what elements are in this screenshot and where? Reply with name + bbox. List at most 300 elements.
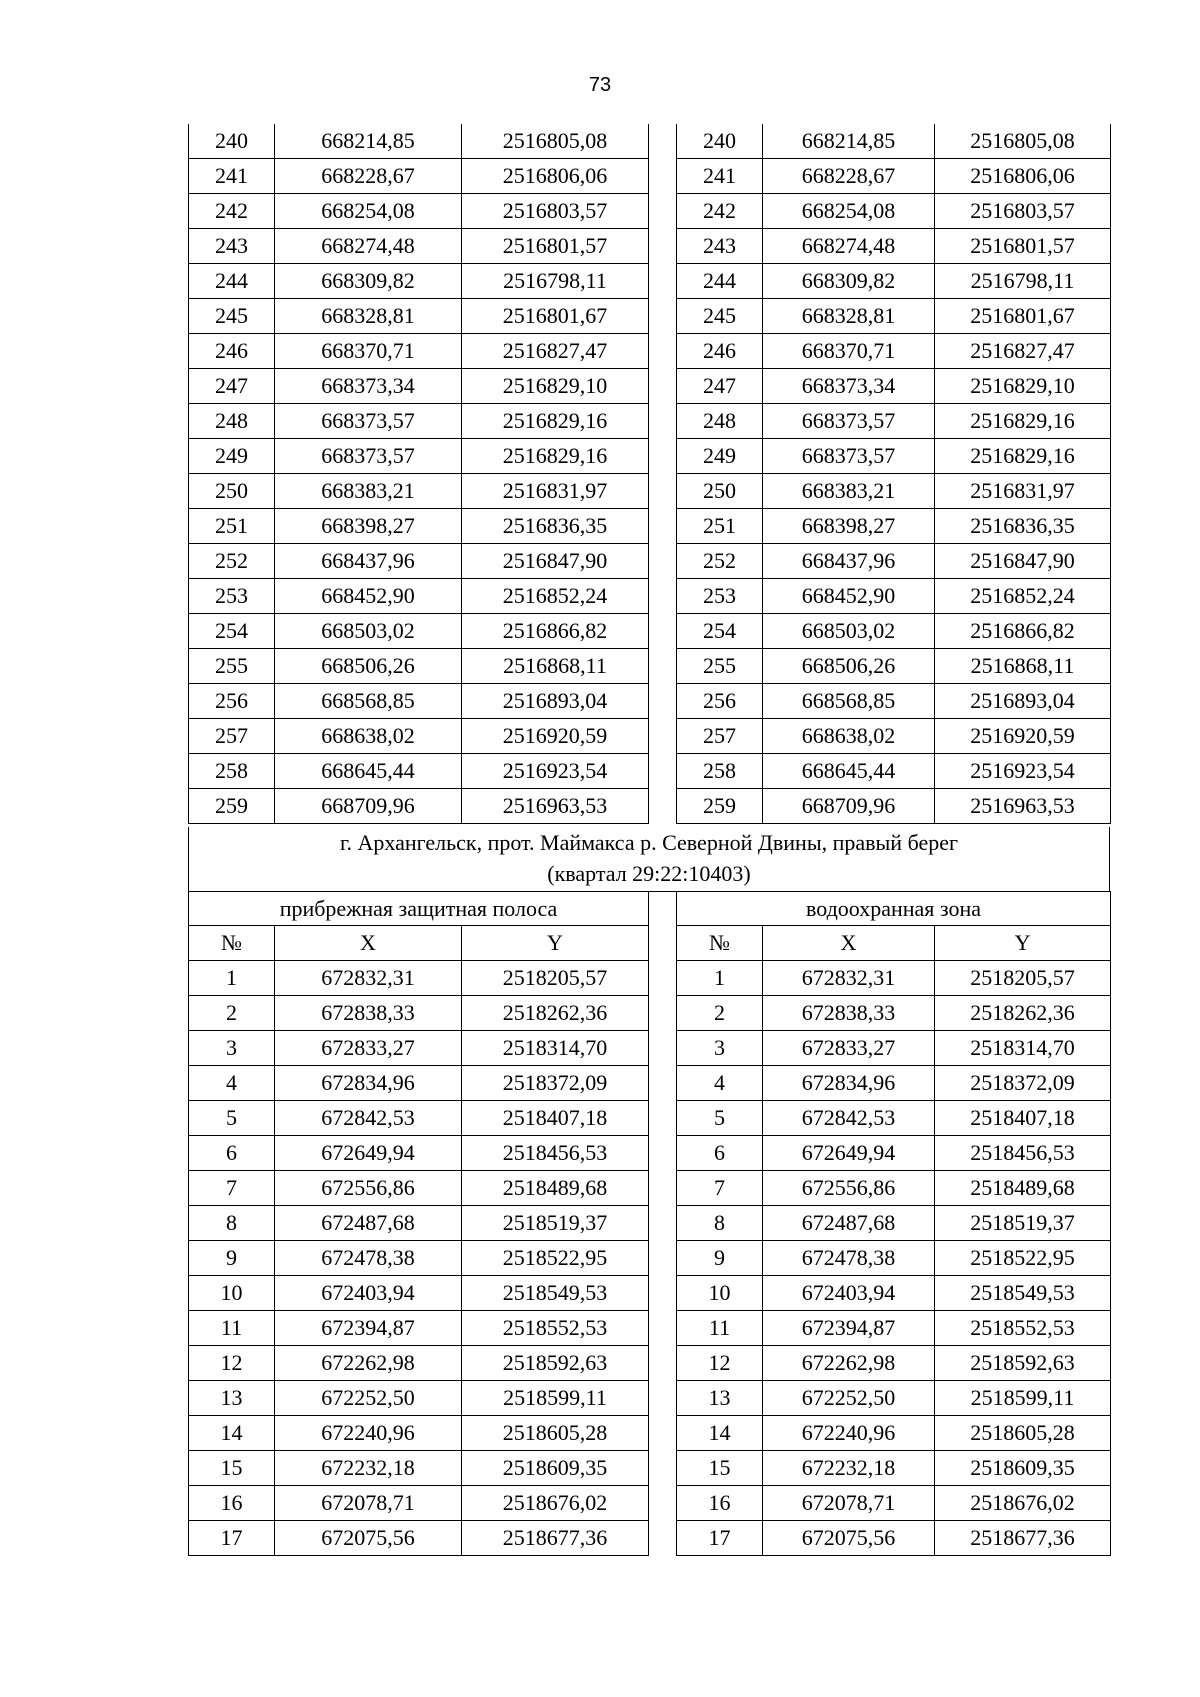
y-coordinate: 2518262,36 [462,996,649,1031]
x-coordinate: 668383,21 [763,474,935,509]
table-row [189,229,649,264]
point-number: 15 [189,1451,275,1486]
x-coordinate: 672078,71 [763,1486,935,1521]
y-coordinate: 2518676,02 [935,1486,1111,1521]
point-number: 1 [189,961,275,996]
table-row [189,1416,649,1451]
column-header-row [189,926,649,961]
table-row [677,579,1111,614]
y-coordinate: 2518522,95 [462,1241,649,1276]
table-row [189,544,649,579]
y-coordinate: 2518456,53 [935,1136,1111,1171]
y-coordinate: 2518205,57 [935,961,1111,996]
table-row [677,1241,1111,1276]
table-row [189,1136,649,1171]
y-coordinate: 2516805,08 [462,124,649,159]
x-coordinate: 672832,31 [275,961,462,996]
x-coordinate: 672252,50 [763,1381,935,1416]
water-protection-zone-table-continued [676,124,1111,824]
table-row [677,159,1111,194]
x-coordinate: 668383,21 [275,474,462,509]
x-coordinate: 672649,94 [763,1136,935,1171]
point-number: 15 [677,1451,763,1486]
point-number: 257 [677,719,763,754]
point-number: 259 [189,789,275,824]
table-row [677,124,1111,159]
y-coordinate: 2516866,82 [462,614,649,649]
table-row [189,1171,649,1206]
table-row [677,369,1111,404]
y-coordinate: 2516847,90 [462,544,649,579]
y-coordinate: 2516805,08 [935,124,1111,159]
y-coordinate: 2518522,95 [935,1241,1111,1276]
point-number: 242 [677,194,763,229]
y-coordinate: 2518519,37 [462,1206,649,1241]
x-coordinate: 672403,94 [763,1276,935,1311]
point-number: 258 [189,754,275,789]
x-coordinate: 672078,71 [275,1486,462,1521]
point-number: 3 [677,1031,763,1066]
point-number: 16 [189,1486,275,1521]
table-row [189,299,649,334]
point-number: 250 [677,474,763,509]
point-number: 259 [677,789,763,824]
y-coordinate: 2518314,70 [935,1031,1111,1066]
x-coordinate: 672478,38 [275,1241,462,1276]
table-row [189,1276,649,1311]
table-row [189,614,649,649]
x-coordinate: 668328,81 [275,299,462,334]
point-number: 6 [677,1136,763,1171]
x-coordinate: 668309,82 [763,264,935,299]
table-row [677,334,1111,369]
table-row [677,1346,1111,1381]
y-coordinate: 2516829,16 [462,404,649,439]
point-number: 7 [677,1171,763,1206]
x-coordinate: 672838,33 [275,996,462,1031]
table-row [677,1451,1111,1486]
point-number: 252 [189,544,275,579]
y-coordinate: 2516852,24 [935,579,1111,614]
table-row [189,1101,649,1136]
table-row [189,1486,649,1521]
y-coordinate: 2518456,53 [462,1136,649,1171]
table-caption-row [677,892,1111,926]
x-coordinate: 672487,68 [763,1206,935,1241]
y-coordinate: 2516866,82 [935,614,1111,649]
point-number: 253 [677,579,763,614]
table-row [189,1381,649,1416]
point-number: 254 [677,614,763,649]
x-coordinate: 672834,96 [275,1066,462,1101]
x-coordinate: 668503,02 [763,614,935,649]
point-number: 5 [189,1101,275,1136]
x-coordinate: 668328,81 [763,299,935,334]
x-coordinate: 668309,82 [275,264,462,299]
x-coordinate: 672556,86 [763,1171,935,1206]
y-coordinate: 2518592,63 [935,1346,1111,1381]
point-number: 9 [677,1241,763,1276]
table-row [677,299,1111,334]
point-number: 251 [189,509,275,544]
y-coordinate: 2516801,57 [935,229,1111,264]
table-row [677,544,1111,579]
point-number: 10 [189,1276,275,1311]
point-number: 250 [189,474,275,509]
point-number: 253 [189,579,275,614]
point-number: 14 [677,1416,763,1451]
x-coordinate: 672262,98 [763,1346,935,1381]
y-coordinate: 2516920,59 [935,719,1111,754]
point-number: 258 [677,754,763,789]
coordinates-block-continued [188,124,1110,827]
y-coordinate: 2518489,68 [462,1171,649,1206]
table-row [677,439,1111,474]
point-number: 11 [189,1311,275,1346]
y-coordinate: 2518314,70 [462,1031,649,1066]
y-coordinate: 2516920,59 [462,719,649,754]
y-coordinate: 2518677,36 [935,1521,1111,1556]
table-row [189,649,649,684]
y-coordinate: 2516801,67 [935,299,1111,334]
point-number: 246 [189,334,275,369]
point-number: 1 [677,961,763,996]
coordinates-block-new-section [188,891,1110,1563]
point-number: 13 [677,1381,763,1416]
point-number: 242 [189,194,275,229]
y-coordinate: 2516801,57 [462,229,649,264]
x-coordinate: 668274,48 [275,229,462,264]
table-row [189,961,649,996]
x-coordinate: 668228,67 [763,159,935,194]
point-number: 8 [677,1206,763,1241]
point-number: 255 [677,649,763,684]
x-coordinate: 672833,27 [275,1031,462,1066]
x-coordinate: 672252,50 [275,1381,462,1416]
table-row [677,614,1111,649]
y-coordinate: 2518599,11 [462,1381,649,1416]
x-coordinate: 668437,96 [763,544,935,579]
point-number: 255 [189,649,275,684]
table-row [677,719,1111,754]
point-number: 9 [189,1241,275,1276]
table-row [677,684,1111,719]
x-coordinate: 672834,96 [763,1066,935,1101]
table-row [189,1521,649,1556]
table-row [189,1206,649,1241]
table-row [677,1486,1111,1521]
x-coordinate: 668373,34 [763,369,935,404]
coast-protection-strip-table-continued [188,124,649,824]
table-row [677,754,1111,789]
y-coordinate: 2518605,28 [462,1416,649,1451]
point-number: 14 [189,1416,275,1451]
x-coordinate: 672833,27 [763,1031,935,1066]
x-coordinate: 672240,96 [763,1416,935,1451]
x-coordinate: 668254,08 [275,194,462,229]
x-coordinate: 672478,38 [763,1241,935,1276]
point-number: 240 [189,124,275,159]
point-number: 245 [189,299,275,334]
point-number: 256 [189,684,275,719]
y-coordinate: 2516801,67 [462,299,649,334]
x-coordinate: 668214,85 [763,124,935,159]
point-number: 248 [189,404,275,439]
point-number: 2 [189,996,275,1031]
x-coordinate: 668709,96 [275,789,462,824]
y-coordinate: 2516852,24 [462,579,649,614]
point-number: 17 [677,1521,763,1556]
x-coordinate: 668709,96 [763,789,935,824]
y-coordinate: 2518519,37 [935,1206,1111,1241]
table-row [189,1451,649,1486]
table-row [189,509,649,544]
x-coordinate: 668568,85 [275,684,462,719]
point-number: 252 [677,544,763,579]
y-coordinate: 2516829,16 [462,439,649,474]
table-row [189,719,649,754]
x-coordinate: 668373,57 [275,439,462,474]
point-number: 246 [677,334,763,369]
point-number: 244 [189,264,275,299]
point-number: 248 [677,404,763,439]
section-title-quarter: (квартал 29:22:10403) [547,861,751,886]
table-row [189,334,649,369]
column-header-x: X [763,926,935,961]
y-coordinate: 2516836,35 [462,509,649,544]
table-row [677,474,1111,509]
x-coordinate: 672487,68 [275,1206,462,1241]
y-coordinate: 2518407,18 [935,1101,1111,1136]
y-coordinate: 2516831,97 [935,474,1111,509]
x-coordinate: 668373,57 [763,439,935,474]
x-coordinate: 668254,08 [763,194,935,229]
x-coordinate: 668638,02 [275,719,462,754]
y-coordinate: 2516847,90 [935,544,1111,579]
water-protection-zone-table [676,891,1111,1556]
y-coordinate: 2518262,36 [935,996,1111,1031]
y-coordinate: 2518205,57 [462,961,649,996]
y-coordinate: 2518372,09 [462,1066,649,1101]
table-row [189,194,649,229]
y-coordinate: 2516798,11 [935,264,1111,299]
x-coordinate: 668373,34 [275,369,462,404]
x-coordinate: 672232,18 [275,1451,462,1486]
point-number: 5 [677,1101,763,1136]
water-protection-zone-caption: водоохранная зона [677,892,1111,926]
y-coordinate: 2518407,18 [462,1101,649,1136]
y-coordinate: 2516923,54 [935,754,1111,789]
y-coordinate: 2516831,97 [462,474,649,509]
x-coordinate: 668398,27 [275,509,462,544]
point-number: 247 [677,369,763,404]
y-coordinate: 2518552,53 [935,1311,1111,1346]
x-coordinate: 672075,56 [275,1521,462,1556]
x-coordinate: 672232,18 [763,1451,935,1486]
y-coordinate: 2516923,54 [462,754,649,789]
table-row [189,754,649,789]
table-row [677,1381,1111,1416]
point-number: 12 [677,1346,763,1381]
x-coordinate: 672842,53 [275,1101,462,1136]
point-number: 6 [189,1136,275,1171]
section-title-location: г. Архангельск, прот. Маймакса р. Северной Двины, правый берег [339,830,959,855]
point-number: 244 [677,264,763,299]
point-number: 13 [189,1381,275,1416]
y-coordinate: 2518592,63 [462,1346,649,1381]
y-coordinate: 2516829,10 [462,369,649,404]
table-row [677,961,1111,996]
y-coordinate: 2518676,02 [462,1486,649,1521]
x-coordinate: 672832,31 [763,961,935,996]
x-coordinate: 672842,53 [763,1101,935,1136]
point-number: 16 [677,1486,763,1521]
point-number: 240 [677,124,763,159]
table-row [677,1416,1111,1451]
table-row [677,1206,1111,1241]
x-coordinate: 668452,90 [275,579,462,614]
table-row [677,1101,1111,1136]
x-coordinate: 668645,44 [763,754,935,789]
y-coordinate: 2516803,57 [935,194,1111,229]
table-row [677,789,1111,824]
y-coordinate: 2518489,68 [935,1171,1111,1206]
table-row [677,404,1111,439]
y-coordinate: 2516963,53 [462,789,649,824]
table-row [677,996,1111,1031]
x-coordinate: 668503,02 [275,614,462,649]
section-title [188,827,1110,892]
x-coordinate: 668373,57 [275,404,462,439]
x-coordinate: 668638,02 [763,719,935,754]
y-coordinate: 2518609,35 [935,1451,1111,1486]
point-number: 2 [677,996,763,1031]
column-header-row [677,926,1111,961]
x-coordinate: 672403,94 [275,1276,462,1311]
y-coordinate: 2516806,06 [935,159,1111,194]
table-row [677,229,1111,264]
x-coordinate: 668506,26 [275,649,462,684]
table-row [189,1241,649,1276]
x-coordinate: 668398,27 [763,509,935,544]
table-row [189,579,649,614]
point-number: 4 [189,1066,275,1101]
point-number: 241 [677,159,763,194]
x-coordinate: 668645,44 [275,754,462,789]
column-header-y: Y [462,926,649,961]
table-row [189,684,649,719]
y-coordinate: 2518677,36 [462,1521,649,1556]
y-coordinate: 2516868,11 [462,649,649,684]
table-row [677,194,1111,229]
y-coordinate: 2516829,10 [935,369,1111,404]
x-coordinate: 668228,67 [275,159,462,194]
table-row [189,1066,649,1101]
table-row [677,1066,1111,1101]
point-number: 243 [189,229,275,264]
x-coordinate: 668437,96 [275,544,462,579]
table-row [189,159,649,194]
table-row [189,369,649,404]
table-row [189,474,649,509]
x-coordinate: 668506,26 [763,649,935,684]
point-number: 3 [189,1031,275,1066]
x-coordinate: 668370,71 [763,334,935,369]
table-row [189,996,649,1031]
coast-protection-strip-caption: прибрежная защитная полоса [189,892,649,926]
x-coordinate: 672262,98 [275,1346,462,1381]
x-coordinate: 672838,33 [763,996,935,1031]
table-row [677,1031,1111,1066]
point-number: 247 [189,369,275,404]
table-row [189,264,649,299]
column-header-number: № [677,926,763,961]
coast-protection-strip-table [188,891,649,1556]
x-coordinate: 672394,87 [275,1311,462,1346]
y-coordinate: 2516827,47 [935,334,1111,369]
y-coordinate: 2516829,16 [935,439,1111,474]
table-row [189,789,649,824]
point-number: 256 [677,684,763,719]
y-coordinate: 2518605,28 [935,1416,1111,1451]
x-coordinate: 668274,48 [763,229,935,264]
y-coordinate: 2516803,57 [462,194,649,229]
table-row [189,124,649,159]
point-number: 12 [189,1346,275,1381]
y-coordinate: 2518549,53 [935,1276,1111,1311]
y-coordinate: 2516829,16 [935,404,1111,439]
table-row [189,439,649,474]
x-coordinate: 672556,86 [275,1171,462,1206]
table-row [189,1031,649,1066]
page-number: 73 [588,74,612,96]
point-number: 257 [189,719,275,754]
y-coordinate: 2516868,11 [935,649,1111,684]
point-number: 249 [189,439,275,474]
point-number: 251 [677,509,763,544]
table-row [677,264,1111,299]
x-coordinate: 672240,96 [275,1416,462,1451]
y-coordinate: 2516827,47 [462,334,649,369]
x-coordinate: 672649,94 [275,1136,462,1171]
point-number: 11 [677,1311,763,1346]
x-coordinate: 672075,56 [763,1521,935,1556]
table-row [189,1311,649,1346]
y-coordinate: 2516963,53 [935,789,1111,824]
y-coordinate: 2518549,53 [462,1276,649,1311]
table-row [677,1276,1111,1311]
y-coordinate: 2516798,11 [462,264,649,299]
y-coordinate: 2518609,35 [462,1451,649,1486]
y-coordinate: 2516893,04 [935,684,1111,719]
point-number: 254 [189,614,275,649]
x-coordinate: 668568,85 [763,684,935,719]
table-caption-row [189,892,649,926]
table-row [677,509,1111,544]
x-coordinate: 668452,90 [763,579,935,614]
point-number: 249 [677,439,763,474]
x-coordinate: 668370,71 [275,334,462,369]
point-number: 241 [189,159,275,194]
y-coordinate: 2518599,11 [935,1381,1111,1416]
column-header-y: Y [935,926,1111,961]
y-coordinate: 2516806,06 [462,159,649,194]
y-coordinate: 2516893,04 [462,684,649,719]
point-number: 17 [189,1521,275,1556]
table-row [677,1136,1111,1171]
point-number: 10 [677,1276,763,1311]
point-number: 243 [677,229,763,264]
